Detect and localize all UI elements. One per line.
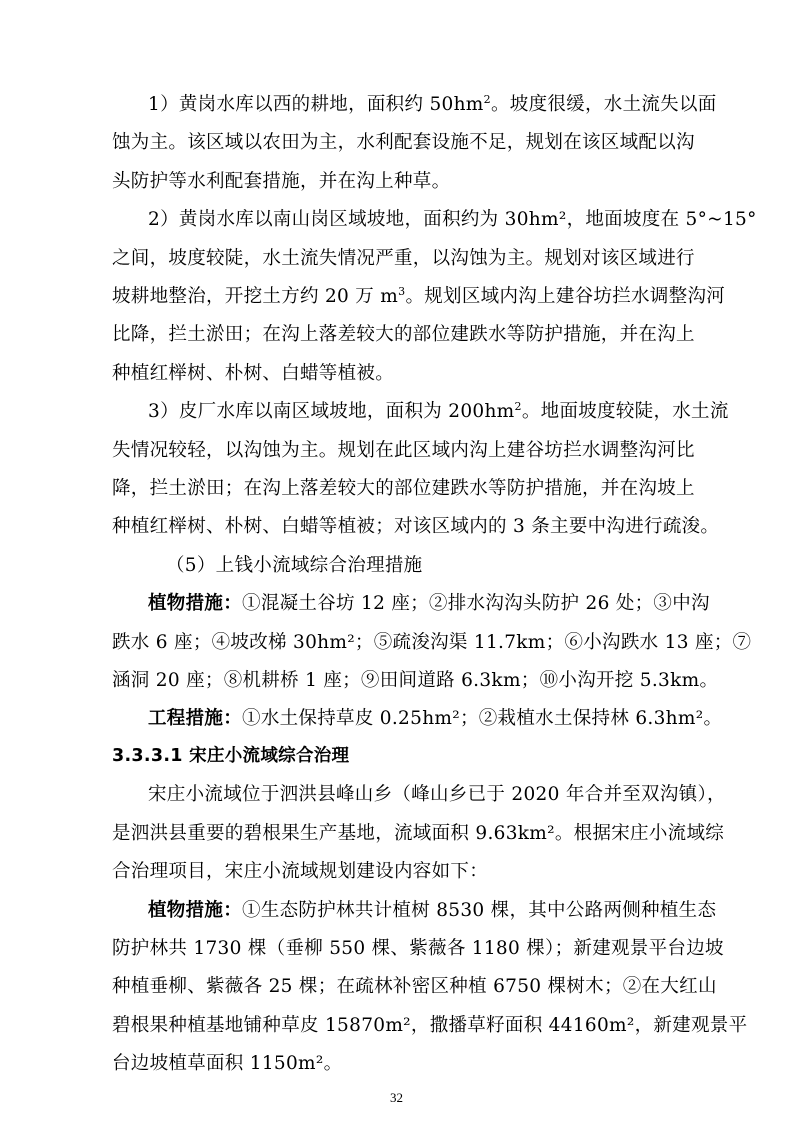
paragraph-line: [148, 93, 717, 117]
paragraph-line: 2）黄岗水库以南山岗区域坡地，面积约为 30hm²，地面坡度在 5°~15°: [148, 209, 757, 230]
bold-lead-label: 植物措施：: [148, 593, 243, 614]
paragraph-line: 跌水 6 座；④坡改梯 30hm²；⑤疏浚沟渠 11.7km；⑥小沟跌水 13 座；⑦: [112, 632, 752, 653]
paragraph-line: 蚀为主。该区域以农田为主，水利配套设施不足，规划在该区域配以沟: [112, 132, 695, 153]
section-title: 宋庄小流域综合治理: [189, 746, 350, 766]
paragraph-line: [112, 285, 725, 309]
subsection-heading: （5）上钱小流域综合治理措施: [166, 555, 423, 576]
paragraph-line: 台边坡植草面积 1150m²。: [112, 1053, 343, 1074]
paragraph-line: 降，拦土淤田；在沟上落差较大的部位建跌水等防护措施，并在沟坡上: [112, 478, 695, 499]
paragraph-line: 失情况较轻，以沟蚀为主。规划在此区域内沟上建谷坊拦水调整沟河比: [112, 440, 695, 461]
superscript: 2: [483, 92, 491, 106]
section-heading: [112, 744, 349, 768]
bold-lead-label: 工程措施：: [148, 708, 243, 729]
text-run: 坡耕地整治，开挖土方约 20 万 m: [112, 286, 399, 307]
paragraph-line: 涵洞 20 座；⑧机耕桥 1 座；⑨田间道路 6.3km；⑩小沟开挖 5.3km。: [112, 670, 719, 691]
text-run: 。地面坡度较陡，水土流: [521, 401, 729, 422]
paragraph-line: 是泗洪县重要的碧根果生产基地，流域面积 9.63km²。根据宋庄小流域综: [112, 823, 725, 844]
paragraph-line: 防护林共 1730 棵（垂柳 550 棵、紫薇各 1180 棵）；新建观景平台边坡: [112, 938, 724, 959]
paragraph-line: 种植红榉树、朴树、白蜡等植被；对该区域内的 3 条主要中沟进行疏浚。: [112, 516, 720, 537]
text-run: 3）皮厂水库以南区域坡地，面积为 200hm: [148, 401, 515, 422]
paragraph-line: [148, 400, 729, 424]
text-run: ①混凝土谷坊 12 座；②排水沟沟头防护 26 处；③中沟: [242, 593, 710, 614]
text-run: 。规划区域内沟上建谷坊拦水调整沟河: [405, 286, 726, 307]
paragraph-line: 比降，拦土淤田；在沟上落差较大的部位建跌水等防护措施，并在沟上: [112, 324, 695, 345]
superscript: 2: [514, 399, 522, 413]
text-run: 1）黄岗水库以西的耕地，面积约 50hm: [148, 94, 484, 115]
paragraph-line: 种植红榉树、朴树、白蜡等植被。: [112, 363, 395, 384]
text-run: ①水土保持草皮 0.25hm²；②栽植水土保持林 6.3hm²。: [242, 708, 723, 729]
paragraph-line: [148, 899, 716, 923]
paragraph-line: 头防护等水利配套措施，并在沟上种草。: [112, 171, 451, 192]
paragraph-line: [148, 592, 710, 616]
paragraph-line: 种植垂柳、紫薇各 25 棵；在疏林补密区种植 6750 棵树木；②在大红山: [112, 976, 717, 997]
paragraph-line: 合治理项目，宋庄小流域规划建设内容如下：: [112, 861, 489, 882]
paragraph-line: 宋庄小流域位于泗洪县峰山乡（峰山乡已于 2020 年合并至双沟镇），: [148, 784, 726, 805]
superscript: 3: [398, 284, 406, 298]
bold-lead-label: 植物措施：: [148, 900, 243, 921]
paragraph-line: 之间，坡度较陡，水土流失情况严重，以沟蚀为主。规划对该区域进行: [112, 248, 695, 269]
text-run: 。坡度很缓，水土流失以面: [490, 94, 717, 115]
paragraph-line: [148, 707, 722, 731]
page-number: 32: [390, 1090, 403, 1105]
paragraph-line: 碧根果种植基地铺种草皮 15870m²，撒播草籽面积 44160m²，新建观景平: [112, 1015, 748, 1036]
text-run: ①生态防护林共计植树 8530 棵，其中公路两侧种植生态: [242, 900, 717, 921]
section-number: 3.3.3.1: [112, 746, 183, 766]
